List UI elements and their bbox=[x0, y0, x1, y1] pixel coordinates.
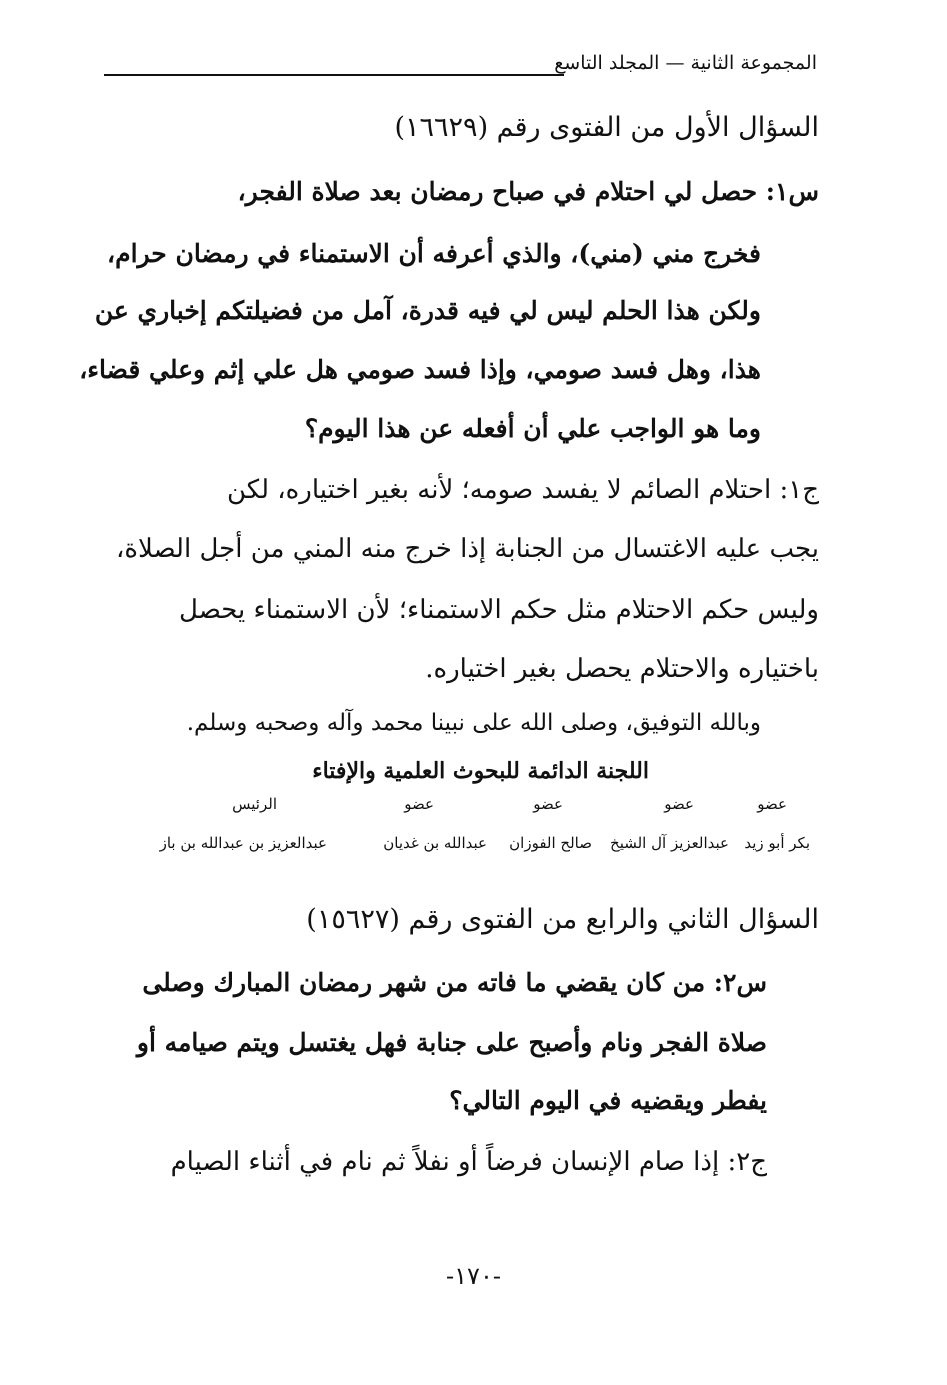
role-label: عضو bbox=[757, 795, 787, 813]
fatwa1-question-line: وما هو الواجب علي أن أفعله عن هذا اليوم؟ bbox=[304, 414, 761, 443]
fatwa1-title: السؤال الأول من الفتوى رقم (١٦٦٢٩) bbox=[394, 112, 819, 143]
role-label: عضو bbox=[533, 795, 563, 813]
fatwa2-question-line: س٢: من كان يقضي ما فاته من شهر رمضان المبارك وصلى bbox=[142, 968, 767, 997]
member-name: بكر أبو زيد bbox=[744, 834, 810, 852]
fatwa1-answer-line: وليس حكم الاحتلام مثل حكم الاستمناء؛ لأن الاستمناء يحصل bbox=[179, 595, 819, 625]
member-name: عبدالعزيز بن عبدالله بن باز bbox=[159, 834, 327, 852]
running-header: المجموعة الثانية — المجلد التاسع bbox=[554, 52, 817, 74]
fatwa2-question-line: يفطر ويقضيه في اليوم التالي؟ bbox=[449, 1086, 767, 1115]
header-rule bbox=[104, 74, 564, 76]
fatwa1-answer-line: يجب عليه الاغتسال من الجنابة إذا خرج منه المني من أجل الصلاة، bbox=[115, 534, 819, 564]
fatwa1-question-line: هذا، وهل فسد صومي، وإذا فسد صومي هل علي إثم وعلي قضاء، bbox=[79, 355, 761, 384]
role-label: الرئيس bbox=[232, 795, 277, 813]
fatwa1-question-line: س١: حصل لي احتلام في صباح رمضان بعد صلاة الفجر، bbox=[237, 177, 819, 206]
fatwa2-title: السؤال الثاني والرابع من الفتوى رقم (١٥٦٢٧) bbox=[306, 904, 819, 935]
closing-formula: وبالله التوفيق، وصلى الله على نبينا محمد وآله وصحبه وسلم. bbox=[186, 710, 761, 736]
fatwa1-question-line: فخرج مني (مني)، والذي أعرفه أن الاستمناء في رمضان حرام، bbox=[107, 239, 761, 268]
role-label: عضو bbox=[404, 795, 434, 813]
fatwa1-answer-line: ج١: احتلام الصائم لا يفسد صومه؛ لأنه بغير اختياره، لكن bbox=[226, 475, 819, 505]
role-label: عضو bbox=[664, 795, 694, 813]
fatwa2-answer-line: ج٢: إذا صام الإنسان فرضاً أو نفلاً ثم نام في أثناء الصيام bbox=[170, 1147, 767, 1177]
member-name: عبدالله بن غديان bbox=[383, 834, 487, 852]
member-name: صالح الفوزان bbox=[509, 834, 592, 852]
fatwa2-question-line: صلاة الفجر ونام وأصبح على جنابة فهل يغتسل ويتم صيامه أو bbox=[136, 1028, 767, 1057]
fatwa1-answer-line: باختياره والاحتلام يحصل بغير اختياره. bbox=[425, 654, 819, 684]
committee-name: اللجنة الدائمة للبحوث العلمية والإفتاء bbox=[312, 758, 649, 784]
fatwa1-question-line: ولكن هذا الحلم ليس لي فيه قدرة، آمل من فضيلتكم إخباري عن bbox=[94, 296, 761, 325]
member-name: عبدالعزيز آل الشيخ bbox=[610, 834, 729, 852]
page-number: -١٧٠- bbox=[446, 1262, 501, 1290]
